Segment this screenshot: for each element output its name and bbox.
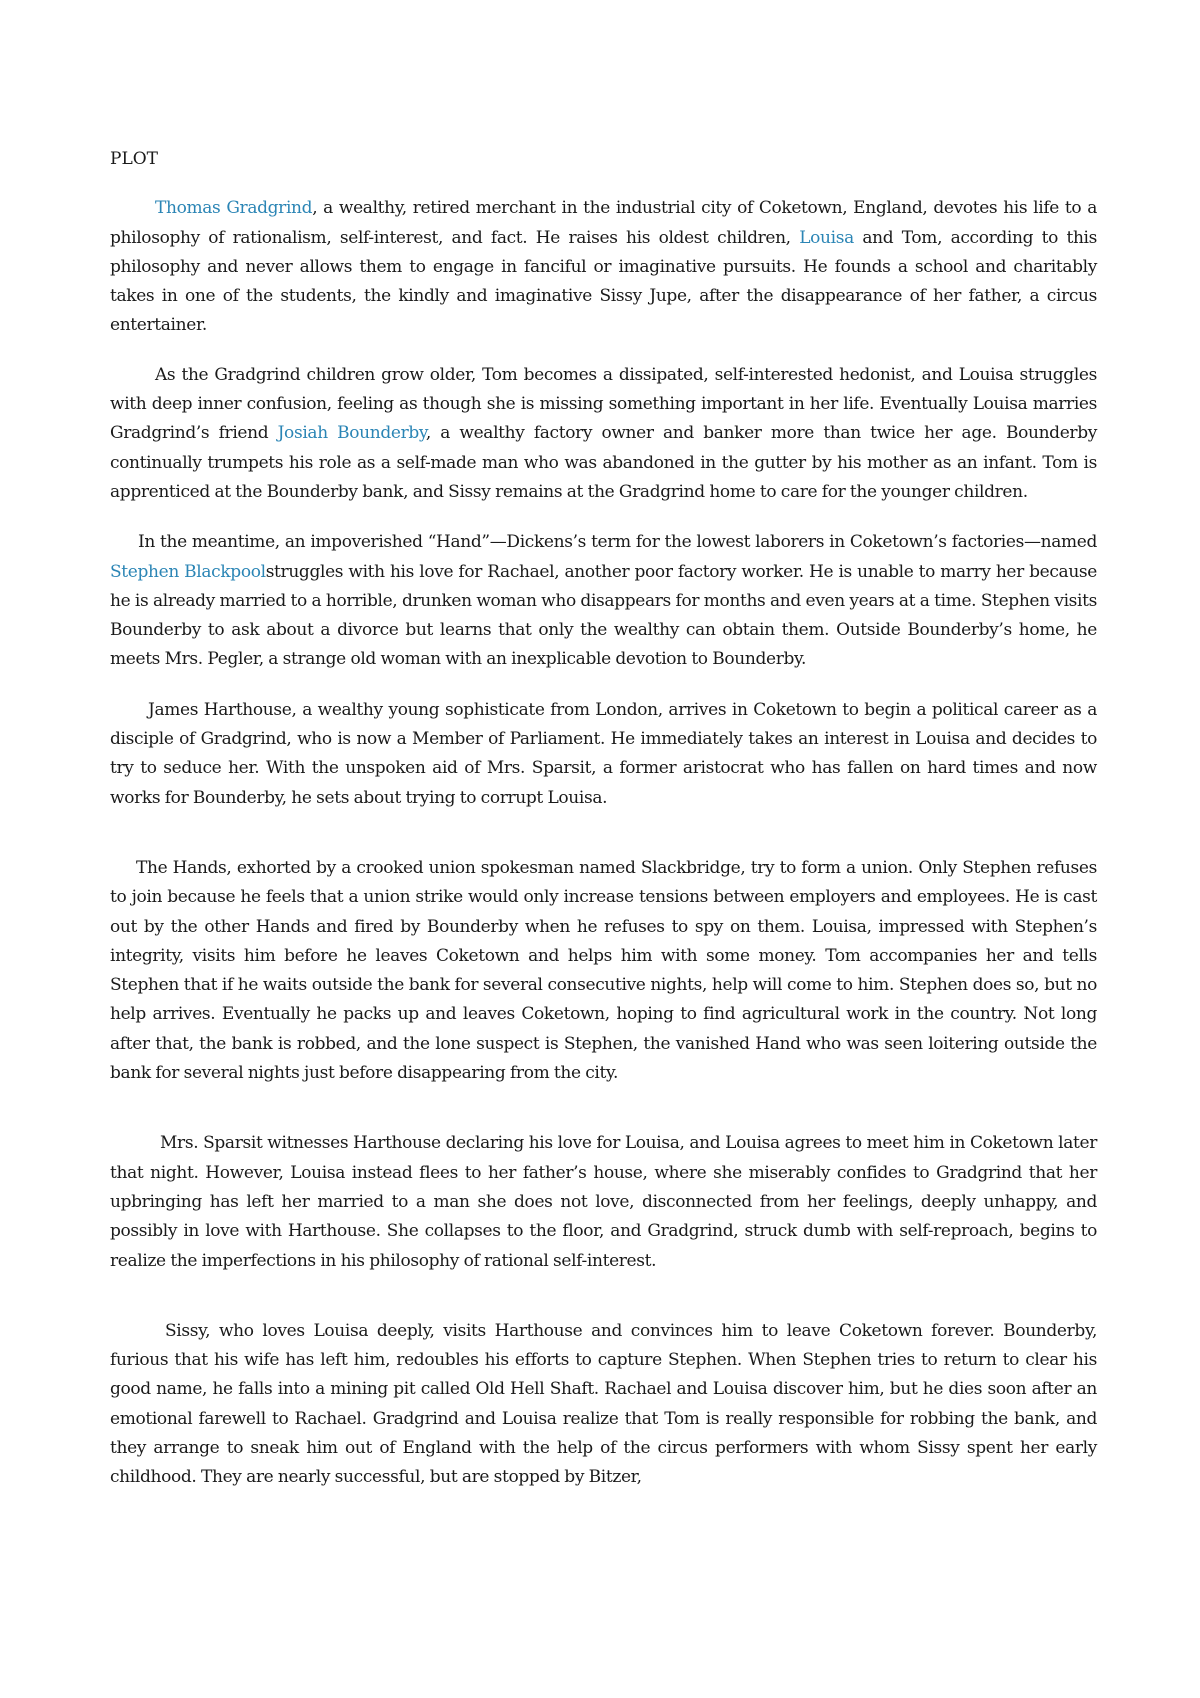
document-page	[110, 145, 1097, 1493]
paragraph-1-text-b: and Tom, according to this philosophy and never allows them to engage in fanciful or imaginative pursuits. He founds a school and charitably takes in one of the students, the kindly and imaginative Sissy Jupe, after the disappearance of her father, a circus entertainer.	[110, 227, 1098, 336]
paragraph-7: Sissy, who loves Louisa deeply, visits Harthouse and convinces him to leave Coketown forever. Bounderby, furious that his wife has left him, redoubles his efforts to capture Stephen. When Stephen tries to return to clear his good name, he falls into a mining pit called Old Hell Shaft. Rachael and Louisa discover him, but he dies soon after an emotional farewell to Rachael. Gradgrind and Louisa realize that Tom is really responsible for robbing the bank, and they arrange to sneak him out of England with the help of the circus performers with whom Sissy spent her early childhood. They are nearly successful, but are stopped by Bitzer,	[110, 1320, 1097, 1488]
paragraph-2	[110, 361, 1097, 507]
link-josiah-bounderby[interactable]: Josiah Bounderby	[277, 423, 426, 444]
paragraph-3-text-a: In the meantime, an impoverished “Hand”—Dickens’s term for the lowest laborers in Coketown’s factories—named	[138, 532, 1097, 553]
paragraph-1-text-a: , a wealthy, retired merchant in the industrial city of Coketown, England, devotes his life to a philosophy of rationalism, self-interest, and fact. He raises his oldest children,	[110, 198, 1098, 248]
paragraph-6: Mrs. Sparsit witnesses Harthouse declaring his love for Louisa, and Louisa agrees to meet him in Coketown later that night. However, Louisa instead flees to her father’s house, where she miserably confides to Gradgrind that her upbringing has left her married to a man she does not love, disconnected from her feelings, deeply unhappy, and possibly in love with Harthouse. She collapses to the floor, and Gradgrind, struck dumb with self-reproach, begins to realize the imperfections in his philosophy of rational self-interest.	[110, 1133, 1097, 1271]
link-thomas-gradgrind[interactable]: Thomas Gradgrind	[155, 198, 313, 219]
paragraph-1	[110, 194, 1097, 340]
paragraph-5: The Hands, exhorted by a crooked union spokesman named Slackbridge, try to form a union. Only Stephen refuses to join because he feels that a union strike would only increase tensions between employers and employees. He is cast out by the other Hands and fired by Bounderby when he refuses to spy on them. Louisa, impressed with Stephen’s integrity, visits him before he leaves Coketown and helps him with some money. Tom accompanies her and tells Stephen that if he waits outside the bank for several consecutive nights, help will come to him. Stephen does so, but no help arrives. Eventually he packs up and leaves Coketown, hoping to find agricultural work in the country. Not long after that, the bank is robbed, and the lone suspect is Stephen, the vanished Hand who was seen loitering outside the bank for several nights just before disappearing from the city.	[110, 857, 1097, 1084]
paragraph-3	[110, 528, 1097, 674]
paragraph-2-text-b: , a wealthy factory owner and banker more than twice her age. Bounderby continually trumpets his role as a self-made man who was abandoned in the gutter by his mother as an infant. Tom is apprenticed at the Bounderby bank, and Sissy remains at the Gradgrind home to care for the younger children.	[110, 423, 1097, 502]
paragraph-4: James Harthouse, a wealthy young sophisticate from London, arrives in Coketown to begin a political career as a disciple of Gradgrind, who is now a Member of Parliament. He immediately takes an interest in Louisa and decides to try to seduce her. With the unspoken aid of Mrs. Sparsit, a former aristocrat who has fallen on hard times and now works for Bounderby, he sets about trying to corrupt Louisa.	[110, 699, 1097, 808]
paragraph-2-text-a: As the Gradgrind children grow older, Tom becomes a dissipated, self-interested hedonist, and Louisa struggles with deep inner confusion, feeling as though she is missing something important in her life. Eventually Louisa marries Gradgrind’s friend	[110, 364, 1097, 444]
page-heading: PLOT	[110, 149, 159, 169]
link-louisa[interactable]: Louisa	[799, 227, 854, 248]
paragraph-3-text-b: struggles with his love for Rachael, another poor factory worker. He is unable to marry her because he is already married to a horrible, drunken woman who disappears for months and even years at a time. Stephen visits Bounderby to ask about a divorce but learns that only the wealthy can obtain them. Outside Bounderby’s home, he meets Mrs. Pegler, a strange old woman with an inexplicable devotion to Bounderby.	[110, 561, 1098, 670]
link-stephen-blackpool[interactable]: Stephen Blackpool	[110, 561, 266, 582]
